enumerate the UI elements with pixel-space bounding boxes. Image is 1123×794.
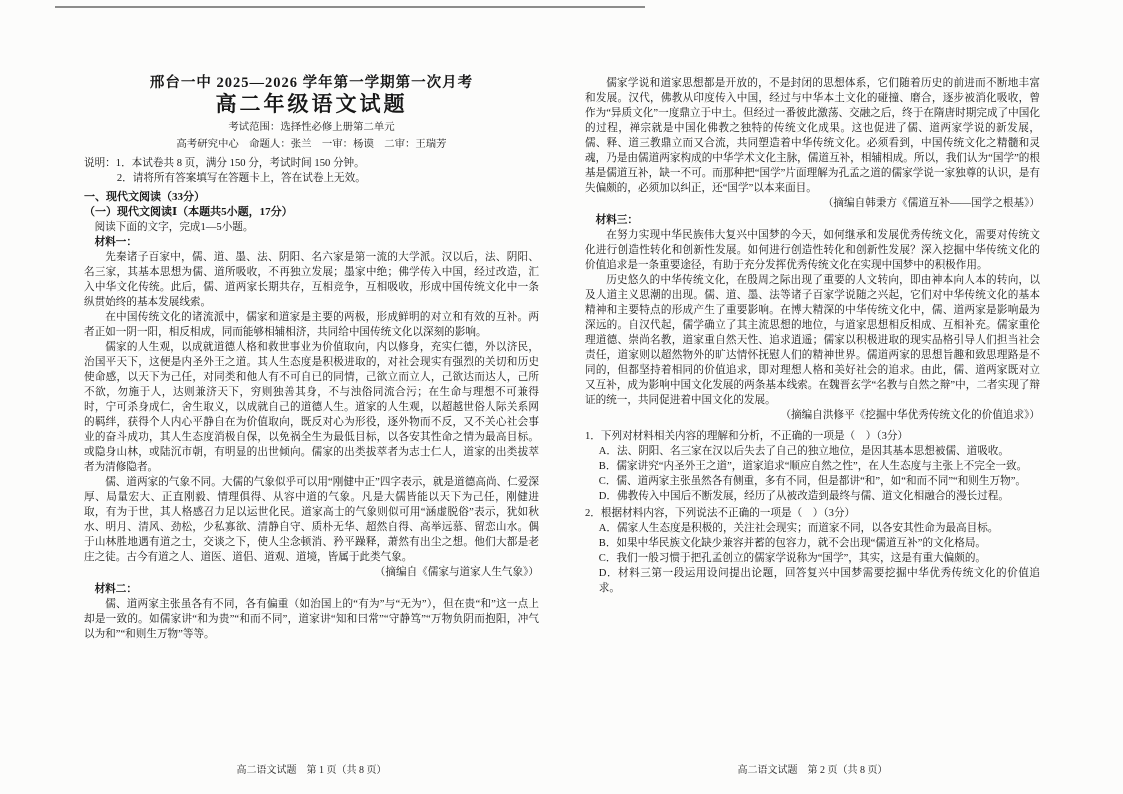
exam-session-title: 邢台一中 2025—2026 学年第一学期第一次月考	[149, 75, 474, 91]
material-2-label: 材料二：	[94, 584, 137, 595]
question-2-option-a: A．儒家人生态度是积极的，关注社会现实；而道家不同，以各安其性命为最高目标。	[598, 523, 999, 534]
material-3-citation: （摘编自洪修平《挖掘中华优秀传统文化的价值追求》）	[780, 410, 1040, 421]
question-1-stem: 1．下列对材料相关内容的理解和分析，不正确的一项是（ ）（3分）	[585, 431, 909, 442]
material-1-paragraph: 先秦诸子百家中，儒、道、墨、法、阴阳、名六家是第一流的大学派。汉以后，法、阴阳、名三家，其基本思想为儒、道所吸收，不再独立发展；墨家中绝；佛学传入中国，经过改造，汇入中华文化传统。此后，儒、道两家长期共存，互相竞争，互相吸收，形成中国传统文化中一条纵贯始终的基本发展线索。	[84, 252, 539, 308]
question-2-option-b: B．如果中华民族文化缺少兼容并蓄的包容力，就不会出现“儒道互补”的文化格局。	[598, 538, 987, 549]
question-1-option-a: A．法、阴阳、名三家在汉以后失去了自己的独立地位，是因其基本思想被儒、道吸收。	[598, 446, 1009, 457]
material-1-body	[84, 250, 539, 565]
material-1-paragraph: 儒家的人生观，以成就道德人格和救世事业为价值取向，内以修身，充实仁德，外以济民，治国平天下，这便是内圣外王之道。其人生态度是积极进取的，对社会现实有强烈的关切和历史使命感，以天下为己任，对同类和他人有不可自已的同情，己欲立而立人，己欲达而达人，己所不欲，勿施于人，达则兼济天下，穷则独善其身，不与浊俗同流合污；在生命与理想不可兼得时，宁可杀身成仁，舍生取义，以成就自己的道德人生。道家的人生观，以超越世俗人际关系网的羁绊，获得个人内心平静自在为价值取向，既反对心为形役，逐外物而不反，又不关心社会事业的奋斗成功，其人生态度消极自保，以免祸全生为最低目标，以各安其性命之情为最高目标。或隐身山林，或陆沉市朝，有明显的出世倾向。儒家的出类拔萃者为志士仁人，道家的出类拔萃者为清修隐者。	[84, 342, 539, 473]
material-2-opening-paragraph: 儒、道两家主张虽各有不同，各有偏重（如治国上的“有为”与“无为”），但在贵“和”这一点上却是一致的。如儒家讲“和为贵”“和而不同”，道家讲“知和曰常”“守静笃”“万物负阴而抱阳，冲气以为和”“和则生万物”等等。	[84, 599, 539, 640]
exam-note-1: 说明：1．本试卷共 8 页，满分 150 分，考试时间 150 分钟。	[84, 158, 365, 169]
material-1-paragraph: 儒、道两家的气象不同。大儒的气象似乎可以用“刚健中正”四字表示，就是道德高尚、仁爱深厚、局量宏大、正直刚毅、情理俱得、从容中道的气象。凡是大儒皆能以天下为己任，刚健进取，有为于世，其人格感召力足以运世化民。道家高士的气象则似可用“涵虚脱俗”表示，犹如秋水、明月、清风、劲松，少私寡欲、清静自守、质朴无华、超然自得、高举远慕、留恋山水。偶于山林胜地遇有道之士，交谈之下，使人尘念顿消、矜平躁释，萧然有出尘之想。他们大都是老庄之徒。古今有道之人、道医、道侣、道观、道境，皆属于此类气象。	[84, 477, 539, 563]
page-footer-right: 高二语文试题 第 2 页（共 8 页）	[737, 765, 888, 776]
material-1-label: 材料一：	[94, 237, 137, 248]
reading-instruction: 阅读下面的文字，完成1—5小题。	[94, 222, 254, 233]
material-2-continuation-paragraph: 儒家学说和道家思想都是开放的，不是封闭的思想体系，它们随着历史的前进而不断地丰富和发展。汉代，佛教从印度传入中国，经过与中华本土文化的碰撞、磨合，逐步被消化吸收，曾作为“异质文化”一度鼎立于中土。但经过一番彼此激荡、交融之后，终于在隋唐时期完成了中国化的过程，禅宗就是中国化佛教之独特的传统文化成果。这也促进了儒、道两家学说的新发展，儒、释、道三教鼎立而又合流，共同塑造着中华传统文化。必须看到，中国传统文化之精髓和灵魂，乃是由儒道两家构成的中华学术文化主脉，儒道互补，相辅相成。所以，我们认为“国学”的根基是儒道互补，缺一不可。而那种把“国学”片面理解为孔孟之道的儒家学说一家独尊的认识，是有失偏颇的，必须加以纠正，还“国学”以本来面目。	[585, 78, 1040, 194]
question-2-option-c: C．我们一般习惯于把孔孟创立的儒家学说称为“国学”，其实，这是有重大偏颇的。	[598, 553, 987, 564]
material-1-citation: （摘编自《儒家与道家人生气象》）	[374, 567, 539, 578]
question-1-option-b: B．儒家讲究“内圣外王之道”，道家追求“顺应自然之性”，在人生态度与主张上不完全一致。	[598, 461, 1028, 472]
question-block	[585, 429, 1040, 596]
material-3-paragraph: 历史悠久的中华传统文化，在殷周之际出现了重要的人文转向，即由神本向人本的转向，以及人道主义思潮的出现。儒、道、墨、法等诸子百家学说随之兴起，它们对中华传统文化的基本精神和主要特点的形成产生了重要影响。在博大精深的中华传统文化中，儒、道两家是影响最为深远的。自汉代起，儒学确立了其主流思想的地位，与道家思想相反相成、互相补充。儒家重伦理道德、崇尚名教，道家重自然天性、追求逍遥；儒家以积极进取的现实品格引导人们担当社会责任，道家则以超然物外的旷达情怀抚慰人们的精神世界。儒道两家的思想旨趣和致思理路是不同的，但都坚持着相同的价值追求，即对理想人格和美好社会的追求。由此，儒、道两家既对立又互补，成为影响中国文化发展的两条基本线索。在魏晋玄学“名教与自然之辩”中，二者实现了辩证的统一，共同促进着中国文化的发展。	[585, 275, 1040, 406]
material-2-citation: （摘编自韩秉方《儒道互补——国学之根基》）	[822, 198, 1040, 209]
material-3-label: 材料三：	[595, 215, 638, 226]
exam-committee: 高考研究中心 命题人：张兰 一审：杨谟 二审：王瑞芳	[176, 139, 447, 150]
scan-artifact-line	[55, 6, 645, 8]
exam-note-2: 2．请将所有答案填写在答题卡上，答在试卷上无效。	[116, 173, 366, 184]
exam-scope: 考试范围：选择性必修上册第二单元	[228, 122, 395, 133]
left-column	[84, 76, 539, 642]
question-2-option-d: D．材料三第一段运用设问提出论题，回答复兴中国梦需要挖掘中华优秀传统文化的价值追求。	[598, 568, 1040, 594]
section-heading: 一、现代文阅读（33分）	[84, 191, 205, 203]
question-2-stem: 2．根据材料内容，下列说法不正确的一项是（ ）（3分）	[585, 508, 856, 519]
material-3-paragraph: 在努力实现中华民族伟大复兴中国梦的今天，如何继承和发展优秀传统文化，需要对传统文化进行创造性转化和创新性发展。如何进行创造性转化和创新性发展？深入挖掘中华传统文化的价值追求是一条重要途径，有助于充分发挥优秀传统文化在实现中国梦中的积极作用。	[585, 230, 1040, 271]
question-1-option-d: D．佛教传入中国后不断发展，经历了从被改造到最终与儒、道文化相融合的漫长过程。	[598, 491, 1009, 502]
paper-title: 高二年级语文试题	[215, 92, 408, 116]
material-1-paragraph: 在中国传统文化的诸流派中，儒家和道家是主要的两极，形成鲜明的对立和有效的互补。两者正如一阴一阳，相反相成，同而能够相辅相济，共同给中国传统文化以深刻的影响。	[84, 312, 539, 338]
question-1-option-c: C．儒、道两家主张虽然各有侧重，多有不同，但是都讲“和”，如“和而不同”“和则生万物”。	[598, 476, 1027, 487]
page-footer-left: 高二语文试题 第 1 页（共 8 页）	[236, 765, 387, 776]
exam-notes	[84, 156, 539, 186]
two-column-layout	[84, 76, 1040, 642]
section-subheading: （一）现代文阅读Ⅰ（本题共5小题，17分）	[84, 206, 293, 218]
right-column	[585, 76, 1040, 642]
material-3-body	[585, 228, 1040, 408]
